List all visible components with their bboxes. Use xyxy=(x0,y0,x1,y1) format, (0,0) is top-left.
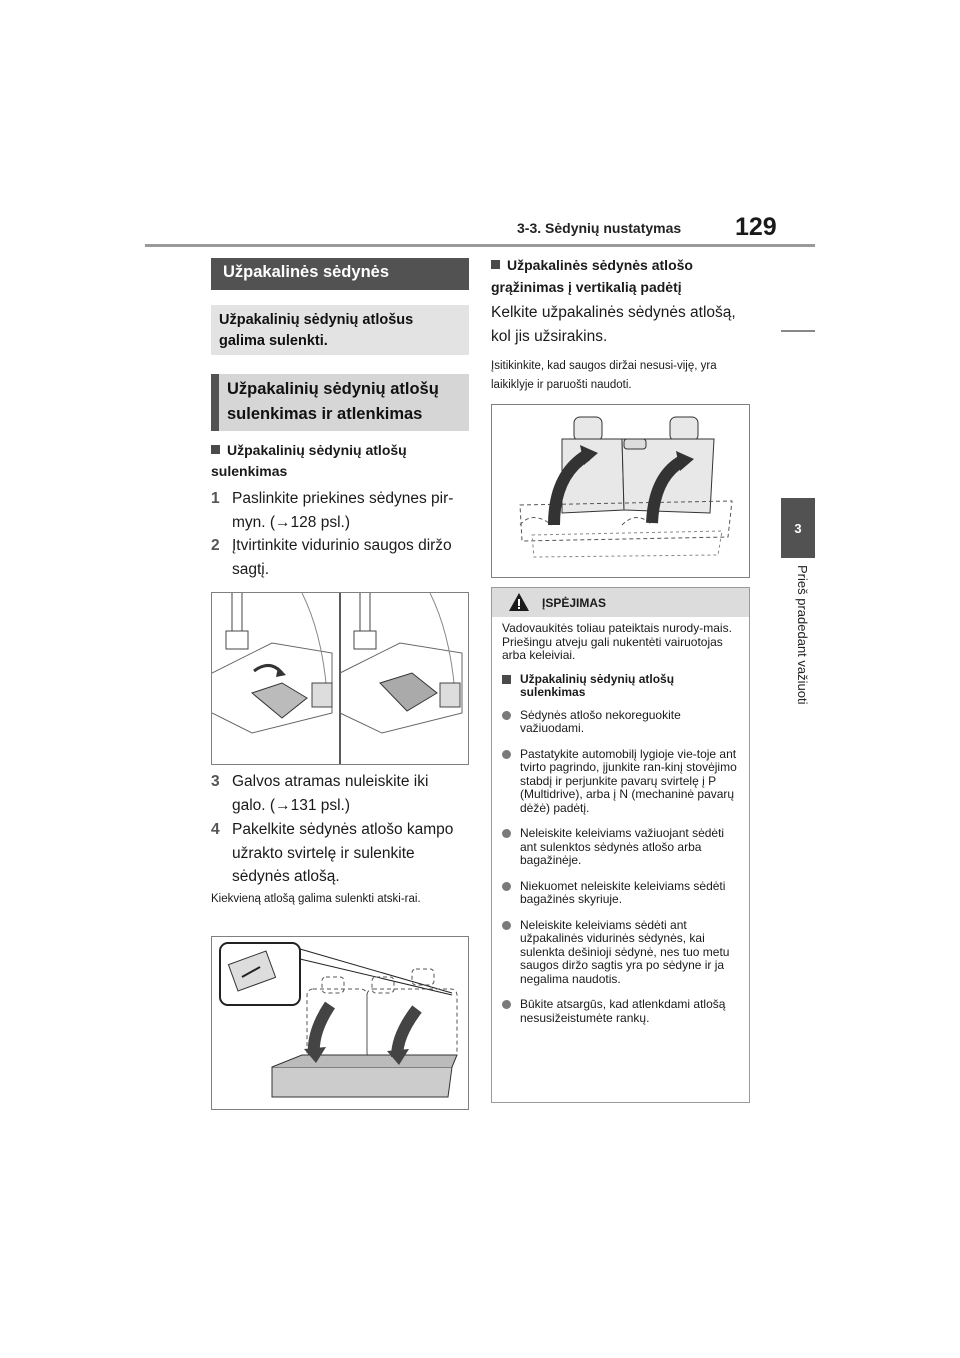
warning-item: Niekuomet neleiskite keleiviams sėdėti bagažinės skyriuje. xyxy=(502,880,740,907)
folding-title: Užpakalinių sėdynių atlošų sulenkimas xyxy=(211,442,407,479)
bullet-dot-icon xyxy=(502,921,511,930)
step-4: 4 Pakelkite sėdynės atlošo kampo užrakto svirtelę ir sulenkite sėdynės atlošą. xyxy=(211,821,454,885)
section-title: 3-3. Sėdynių nustatymas xyxy=(517,220,682,236)
return-title: Užpakalinės sėdynės atlošo grąžinimas į vertikalią padėtį xyxy=(491,257,693,295)
square-bullet-icon xyxy=(491,260,500,269)
warning-box xyxy=(491,587,750,1103)
bullet-dot-icon xyxy=(502,711,511,720)
chapter-label: Prieš pradedant važiuoti xyxy=(795,565,810,705)
fold-illustration xyxy=(212,937,468,1109)
step-2: 2 Įtvirtinkite vidurinio saugos diržo sagtį. xyxy=(211,537,452,578)
return-note: Įsitikinkite, kad saugos diržai nesusi-viję, yra laikiklyje ir paruošti naudoti. xyxy=(491,360,717,391)
bullet-dot-icon xyxy=(502,829,511,838)
step-1: 1 Paslinkite priekines sėdynes pir-myn. (→128 psl.) xyxy=(211,490,454,531)
intro-box: Užpakalinių sėdynių atlošus galima sulenkti. xyxy=(211,305,469,355)
bullet-dot-icon xyxy=(502,750,511,759)
raise-figure xyxy=(491,404,750,578)
warning-header xyxy=(492,588,749,617)
bullet-dot-icon xyxy=(502,882,511,891)
warning-body xyxy=(492,617,749,1025)
step-3: 3 Galvos atramas nuleiskite iki galo. (→131 psl.) xyxy=(211,773,429,814)
chapter-number: 3 xyxy=(794,520,802,536)
warning-triangle-icon xyxy=(508,592,530,612)
square-bullet-icon xyxy=(502,675,511,684)
return-body: Kelkite užpakalinės sėdynės atlošą, kol jis užsirakins. xyxy=(491,304,736,345)
warning-item: Būkite atsargūs, kad atlenkdami atlošą nesusižeistumėte rankų. xyxy=(502,998,740,1025)
warning-intro: Vadovaukitės toliau pateiktais nurody-mais. Priešingu atveju gali nukentėti vairuotojas arba keleiviai. xyxy=(502,621,732,662)
buckle-illustration xyxy=(212,593,468,764)
fold-figure xyxy=(211,936,469,1110)
side-rule xyxy=(781,330,815,332)
warning-item: Neleiskite keleiviams važiuojant sėdėti ant sulenktos sėdynės atlošo arba bagažinėje. xyxy=(502,827,740,868)
warning-item: Neleiskite keleiviams sėdėti ant užpakalinės vidurinės sėdynės, kai sulenkta dešinioji sėdynė, nes tuo metu saugos diržo sagtis yra po sėdyne ir ja negalima naudotis. xyxy=(502,919,740,987)
chapter-tab xyxy=(781,498,815,558)
main-heading: Užpakalinės sėdynės xyxy=(211,258,469,290)
subheading-box: Užpakalinių sėdynių atlošų sulenkimas ir atlenkimas xyxy=(211,374,469,431)
warning-title: ĮSPĖJIMAS xyxy=(542,596,607,610)
warning-item: Sėdynės atlošo nekoreguokite važiuodami. xyxy=(502,709,740,736)
raise-illustration xyxy=(492,405,749,577)
warning-subheading: Užpakalinių sėdynių atlošų sulenkimas xyxy=(502,673,740,700)
header-rule xyxy=(145,244,815,247)
page-number: 129 xyxy=(735,213,777,241)
buckle-figure xyxy=(211,592,469,765)
square-bullet-icon xyxy=(211,445,220,454)
folding-note: Kiekvieną atlošą galima sulenkti atski-rai. xyxy=(211,893,421,905)
warning-item: Pastatykite automobilį lygioje vie-toje ant tvirto pagrindo, įjunkite ran-kinį stovėjimo stabdį ir perjunkite pavarų svirtelę į P (Multidrive), arba į N (mechaninė pavarų dėžė) padėtį. xyxy=(502,748,740,816)
bullet-dot-icon xyxy=(502,1000,511,1009)
